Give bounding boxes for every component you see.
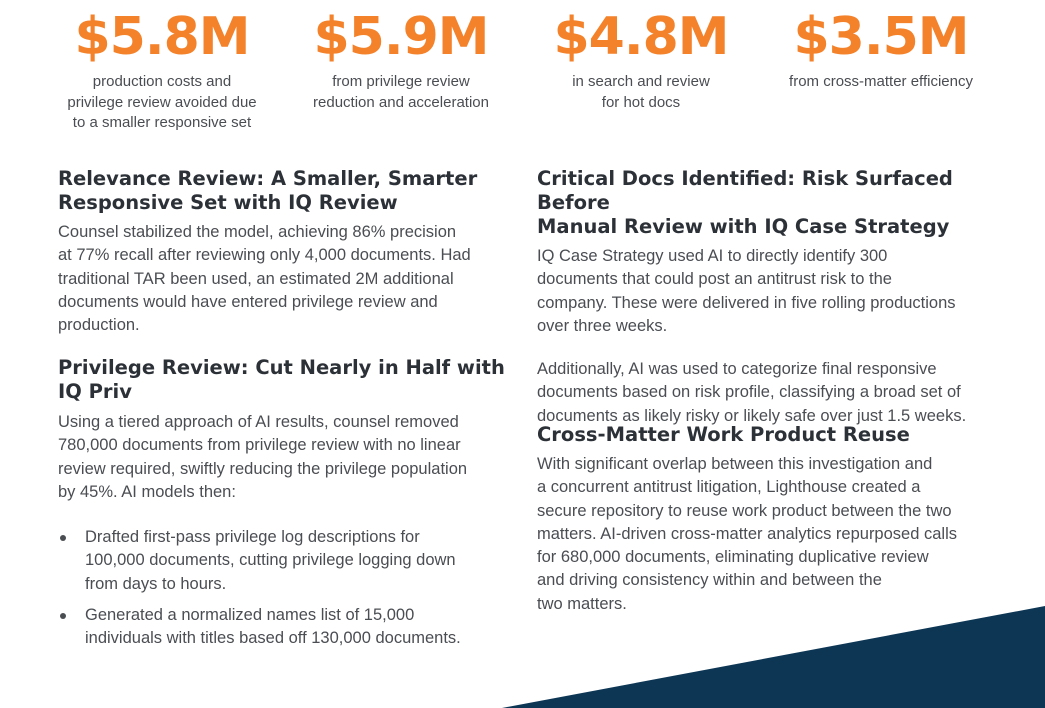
section-body: Counsel stabilized the model, achieving 86% precision at 77% recall after reviewing only 4,000 documents. Had traditional TAR been used, an estimated 2M additional documents would have entered privilege review and production. <box>58 223 471 335</box>
list-item-text: Drafted first-pass privilege log descriptions for 100,000 documents, cutting privilege logging down from days to hours. <box>85 528 456 593</box>
list-item-text: Generated a normalized names list of 15,000 individuals with titles based off 130,000 documents. <box>85 606 461 648</box>
section-heading: Cross-Matter Work Product Reuse <box>537 423 910 446</box>
ai-results-list <box>58 526 518 650</box>
stat-value: $5.8M <box>74 7 250 67</box>
section-body: Using a tiered approach of AI results, counsel removed 780,000 documents from privilege review with no linear review required, swiftly reducing the privilege population by 45%. AI models then: <box>58 413 468 501</box>
privilege-review-section <box>58 356 518 651</box>
stat-hot-docs <box>531 4 751 113</box>
section-heading: Relevance Review: A Smaller, Smarter Responsive Set with IQ Review <box>58 167 478 214</box>
list-item <box>58 526 518 596</box>
stat-description: production costs and privilege review avoided due to a smaller responsive set <box>67 73 257 131</box>
section-body: IQ Case Strategy used AI to directly identify 300 documents that could post an antitrust risk to the company. These were delivered in five rolling productions over three weeks. <box>537 247 956 335</box>
critical-docs-section <box>537 167 1007 428</box>
stat-description: from cross-matter efficiency <box>789 73 973 90</box>
relevance-review-section <box>58 167 518 337</box>
stat-value: $5.9M <box>313 7 489 67</box>
bullet-icon <box>60 535 66 541</box>
section-body-secondary: Additionally, AI was used to categorize final responsive documents based on risk profile, classifying a broad set of documents as likely risky or likely safe over just 1.5 weeks. <box>537 360 967 425</box>
section-heading: Privilege Review: Cut Nearly in Half with IQ Priv <box>58 356 505 403</box>
stat-privilege-review <box>291 4 511 113</box>
stat-value: $4.8M <box>553 7 729 67</box>
stat-value: $3.5M <box>793 7 969 67</box>
section-body: With significant overlap between this investigation and a concurrent antitrust litigation, Lighthouse created a secure repository to reuse work product between the two matters. AI-driven cross-matter analytics repurposed calls for 680,000 documents, eliminating duplicative review and driving consistency within and between the two matters. <box>537 455 957 613</box>
stat-description: from privilege review reduction and acceleration <box>313 73 489 111</box>
list-item <box>58 604 518 651</box>
section-heading: Critical Docs Identified: Risk Surfaced Before Manual Review with IQ Case Strategy <box>537 167 953 238</box>
cross-matter-section <box>537 423 1007 616</box>
stat-cross-matter <box>766 4 996 93</box>
bullet-icon <box>60 613 66 619</box>
stat-description: in search and review for hot docs <box>572 73 710 111</box>
stat-production-costs <box>52 4 272 134</box>
